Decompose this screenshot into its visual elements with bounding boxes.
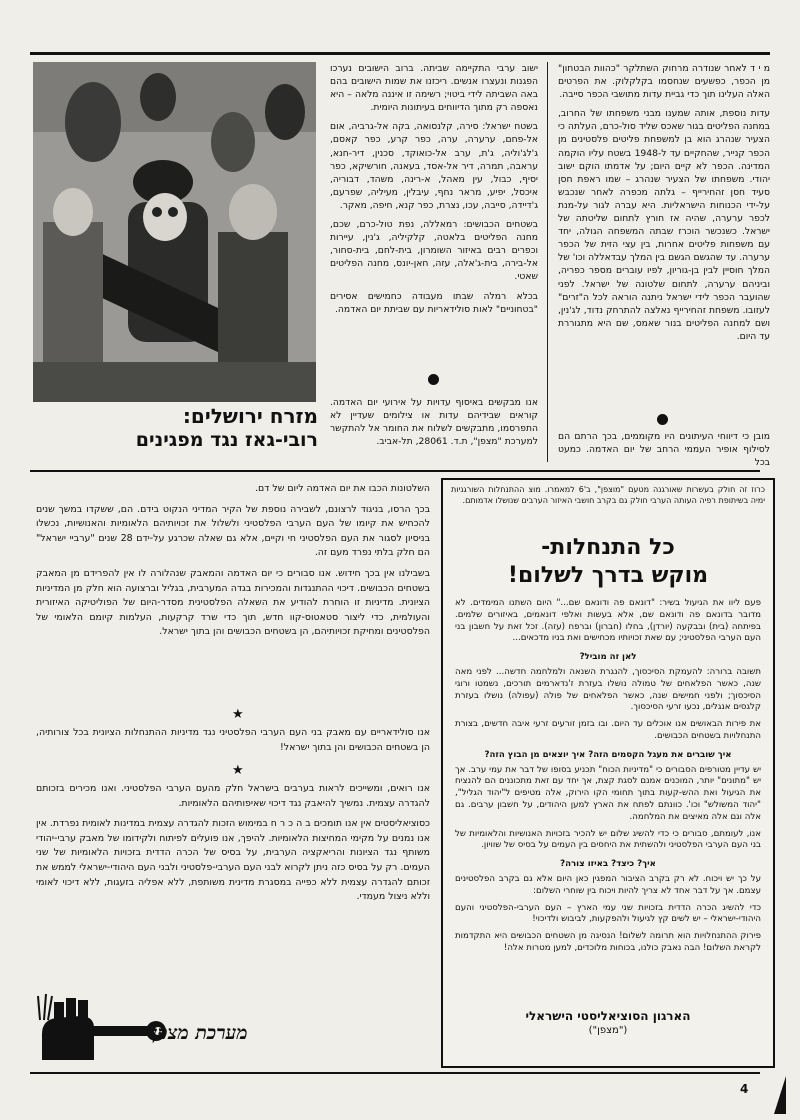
column-newspapers-paragraph xyxy=(558,430,770,468)
paragraph: מ י ד לאחר שנודרה מרחוק השתלקר "כהוות הבטחון" מן הכפר, כפשעים שנחסמו בקלקלוק. את הפרטים האלה העלינו תוך כדי גביית עדות מתושבי הכפר סייבה. xyxy=(558,63,770,101)
corner-triangle-icon xyxy=(774,1076,786,1114)
editorial-signature: מערכת מצפן xyxy=(152,1022,248,1044)
leaflet-signature xyxy=(453,1008,763,1038)
paragraph: השלטונות הכבו את יום האדמה ליום של דם. xyxy=(255,483,430,494)
headline-line-2: רובי-גאז נגד מפגינים xyxy=(135,429,318,451)
leaflet-question: איך שוברים את מעגל הקסמים הזה? איך יוצאים מן הבוץ הזה? xyxy=(484,749,732,760)
paragraph: ישוב ערבי התקיימה שביתה. ברוב הישובים נערכו הפגנות ונעצרו אנשים. ריכזנו את שמות הישובים בהם באה השביתה לידי ביטוי; רשימה זו איננה מלאה – היא נאספה רק מתוך הדיווחים בעיתונות היומית. xyxy=(330,63,538,114)
paragraph: בשבילנו אין בכך חידוש. אנו סבורים כי יום האדמה והמאבק שנהלורה לו אין להפרידם מן המאבק בשטחים הכבושים. דיכוי ההתנגדות והמכירות בגדה המערבית, בגליל וברצועה הוא חלק מן המדיניות הציונית. מדיניות זו הוחרת להודיע את השאלה הפלסטינית מסדר-היום של הפוליטיקה האיזורית והעולמית, כדי ליצור סטאטוס-קוו חדש, תוך כדי שרד קרקעות, העלמות קיומם הלאומי של הפלסטינים ומחיקת זכויותיהם, הן בשטחים הכבושים והן בתוך ישראל. xyxy=(36,567,430,638)
paragraph: את פירות הבאושים אנו אוכלים עד היום. ובו בזמן זורעים זרעי איבה חדשים, בצורת התנחלויות בשטחים הכבושים. xyxy=(455,719,761,741)
photo-illustration xyxy=(33,62,316,402)
middle-rule xyxy=(30,470,760,472)
column-strike-list xyxy=(330,62,538,366)
column-statement xyxy=(36,482,430,712)
leaflet-box xyxy=(441,478,775,1068)
column-solidarity xyxy=(36,726,430,760)
leaflet-body xyxy=(455,598,761,998)
paragraph: פעם ליוו את הגיעול בשיר: "דונאם פה ודונאם שם..." היום השתנו המימדים. לא מדובר בדונאם פה ודונאם שם, אלא בעשות ואלפי דונאמים, באיזורים שלמים. בפיתחה (בית) ובבקעה (יורדן), בחלו (חברון) וברפח (עזה). זכל זאת על חשבון בני העם הערבי הפלסטיני; עם שאת זכויותיו מכחישים ואת בניו מדכאים... xyxy=(455,598,761,644)
leaflet-question: לאן זה מוביל? xyxy=(579,652,637,663)
paragraph: מובן כי דיווחי העיתונים היו מקוממים, בכך הרתם הם לסילוף אופיר העממי הרחב של יום האדמה. כמעט בכל xyxy=(558,431,770,468)
leaflet-intro: כרוז זה חולק בעשרות שאורגנה מטעם "מוצפן", ב'6 למאמרו. מוצ ההתנחלות השורגניות ימיה בשיתופת רפיה העותה הערבי חולק גם בקרב חושבי האיזור הערבים שנושלו אדמותם. xyxy=(451,485,765,505)
star-separator: ★ xyxy=(232,763,244,778)
leaflet-title-line-1: כל התנחלות- xyxy=(541,535,675,560)
paragraph: אנו סולידאריים עם מאבק בני העם הערבי הפלסטיני נגד מדיניות ההתנחלות הציונית בכל צורותיה, הן בשטחים הכבושים והן בתוך ישראל! xyxy=(36,727,430,753)
paragraph: יש עדיין מטורפים הסבורים כי "מדיניות הכוח" תכניע בסופו של דבר את עמי ערב. אך יש "מתונים" יותר, המוכנים אמנם לסגת קצת, אך יחד עם זאת מתכוננים הם להנציח את הגיעול ואת ההש-קעות בתוך תחומי הקו הירוק, אלה מטיפים ל"יהוד הגליל", "יהוד המשולש" וכו'. כוונתם לפתח את הארץ למען היהודים, על חשבון ערבים. גם אלה וגם אלה מאיצים את המלחמה. xyxy=(455,764,761,822)
star-separator: ★ xyxy=(232,707,244,722)
paragraph: אנו רואים, ומשייכים לראות בערבים בישראל חלק מהעם הערבי הפלסטיני. ואנו מכירים בזכותם להגדרה עצמית. נמשיך להיאבק נגד דיכוי שאיפותיהם הלאומיות. xyxy=(36,783,430,809)
paragraph: בשטחים הכבושים: רמאללה, נפת טול-כרם, שכם, מחנה הפליטים בלאטה, קלקיליה, ג'נין, עיירות וכפרים רבים באיזור השומרון, בית-לחם, בית-סחור, אל-בירה, בית-ג'אלה, עזה, חאן-יונס, מחנה הפליטים שאטי. xyxy=(330,219,538,283)
bullet-dot xyxy=(428,374,439,385)
paragraph: אנו, לעומתם, סבורים כי כדי להשיג שלום יש להכיר בזכויות האנושיות והלאומיות של בני העם הערבי הפלסטיני ולהשתית את היחסים בין העמים על בסיס של שוויון. xyxy=(455,828,761,851)
headline-line-1: מזרח ירושלים: xyxy=(182,404,318,428)
leaflet-title xyxy=(453,534,763,590)
top-rule xyxy=(30,52,770,55)
column-village-testimony xyxy=(558,62,770,450)
paragraph: עדות נוספת, אותה שמענו מבני משפחתו של החרוב, במחנה הפליטים בגור שאכס שליד סול-כרם, העלתה כי הצעיר שנהרג הוא בן למשפחת פליטים פלסטינים מן הכפר קנייר, שהחקיים עד ל-1948 בשטח עליו הוקמה המדינה. הכפר לא קיים היום; על אדמתו הוקם ישוב יהודי. משפחתו של הצעיר שנהרג – שמו ראפת חסן סעיד חסן זהחירייף – גלתה מכפרה לאחר שנכבש על-ידי הכנוחות הישראליות. היא עברה לגור על-מנת לכפר ערערה, שהיה אז חורץ לתחום שליטתה של ישראל. כשנכשר הוכרז שבתה המשפחה הגולה, יחד עם משפחות פליטים אחרות, בין עצי הזית של הכפר ערערה. עד שהגשם הגשם בין המלך עבדאללה וכו' של המלך חוסיין לבין בן-גוריון, לפיו עוברים מספר כפריה, וביניהם ערערה, לתחום שלטונה של ישראל. לפני שהועבר הכפר לידי ישראל ניתנה הוראה לכל ה"זרים" לעזובו. משפחת זהחירייף נאלצה להתרחק נדוד, לג'נין, ושם למחנה הפליטים בנור שאמס, שם היא מתגוררת עד היום. xyxy=(558,108,770,342)
paragraph: כסוציאליסטים אין אנו תומכים ב ה כ ר ח במימוש הזכות להגדרה עצמית במדינות לאומית נפרדת. אין אנו נמנים על מקימי המחיצות הלאומיות. להיפך, אנו פועלים לפיתוח ולקידומו של מאבק ערבי-יהודי משותף נגד הציונות והריאקציה הערבית, על בסיס של הכרה הדדית בזכויות הלאומיות של שני העמים. רק על בסיס כזה ניתן לקרוא לבני העם הערבי-פלסטיני ולבני העם היהודי-ישראלי לממש את זכותם להגדרה עצמית ללא כפייה במסגרת מדינית משותפת, ללא אפליה בזעגות, ללא דיכוי לאומי וללא ניצול מעמדי. xyxy=(36,818,430,903)
paragraph: כדי להשיג הכרה הדדית בזכויות שני עמי הארץ – העם הערבי-הפלסטיני והעם היהודי-ישראלי – יש לשים קץ לגיעול ולהפקעות, לביבוש ולדיכוי! xyxy=(455,902,761,925)
paragraph: בכלא רמלה שבתו מעבודה כחמישים אסירים "בטחוניים" לאות סולידאריות עם שביתת יום האדמה. xyxy=(330,290,538,315)
column-position xyxy=(36,782,430,982)
paragraph: תשובה ברורה: להעמקת הסיכסוך, להנגרת השנאה ולמלחמה חדשה... לפני מאה שנה, כאשר הפלאחים של טמולה נושלו בעזרת ז'נדארמים תורכים, נשמטו ורוגי הסיכסוך; ולפני חמישים שנה, כאשר הפלאחים של פולה (עפולה) נושלו בעזרת קלגסים אנגלים, נכעו זרעי הסיכסוך. xyxy=(455,666,761,713)
paragraph: אנו מבקשים באיסוף עדויות על אירועי יום האדמה. קוראים שבידיהם עדות או צילומים שעדיין לא התפרסמו, מתבקשים לשלוח את החומר אל להתקשר למערכת "מצפן", ת.ד. 28061, תל-אביב. xyxy=(330,397,538,448)
protest-photo xyxy=(33,62,316,402)
organization-name: הארגון הסוציאליסטי הישראלי xyxy=(525,1009,691,1023)
paragraph: בשטח ישראל: סירה, קלנסואה, בקה אל-גרביה, אום אל-פחם, ערערה, ערה, כפר קרע, כפר קאסם, ג'לג'וליה, ג'ת, ערב אל-כואוקד, סכנין, דיר-חנא, עראבה, תמרה, דיר אל-אסד, בעאנה, חורשיקא, כפר יסיף, כבול, עין מאהל, א-רינה, משהד, דבוריה, איכסל, יפיע, מראר נחף, עיבלין, מעיליה, שפרעם, ג'דיידה, סייבה, עכו, נצרת, כפר קנא, חיפה, מאקר. xyxy=(330,121,538,211)
leaflet-title-line-2: מוקש בדרך לשלום! xyxy=(507,563,709,588)
bullet-dot xyxy=(657,414,668,425)
paragraph: בכך הרסו, בניגוד לרצונם, לשבירה נוספת של הקיר המדיני הנקוט בידם. הם, ששקדו במשך שנים להכחיש את קיומו של העם הערבי הפלסטיני ולשלול את זכויותיהם הלאומיות והאנושיות, נכשלו בניסיון לסגור את העם הפלסטיני חי וקיים, אלא גם שאלה שכרגע על-ידם 28 שנים "ערביי ישראל" הם חלק בלתי נפרד מעם זה. xyxy=(36,503,430,559)
page-number: 4 xyxy=(740,1082,749,1096)
bottom-rule xyxy=(30,1072,760,1074)
column-testimony-request xyxy=(330,396,538,466)
paragraph: פירוק ההתנחלויות הוא תרומה לשלום! הנסיגה מן השטחים הכבושים היא התקדמות לקראת השלום! הבה נאבק כולנו, בכוחות מלוכדים, למען מטרות אלה! xyxy=(455,931,761,953)
column-divider xyxy=(547,62,548,462)
photo-headline xyxy=(36,404,318,452)
leaflet-question: איך? כיצד? באיזו צורה? xyxy=(560,859,656,870)
organization-alias: ("מצפן") xyxy=(588,1025,628,1036)
paragraph: על כך יש ויכוח. לא רק בקרב הציבור המפגין כאן היום אלא גם בקרב הפלסטינים עצמם. אך על דבר אחד לא צריך להיות ויכוח בין שוחרי השלום: xyxy=(455,873,761,896)
